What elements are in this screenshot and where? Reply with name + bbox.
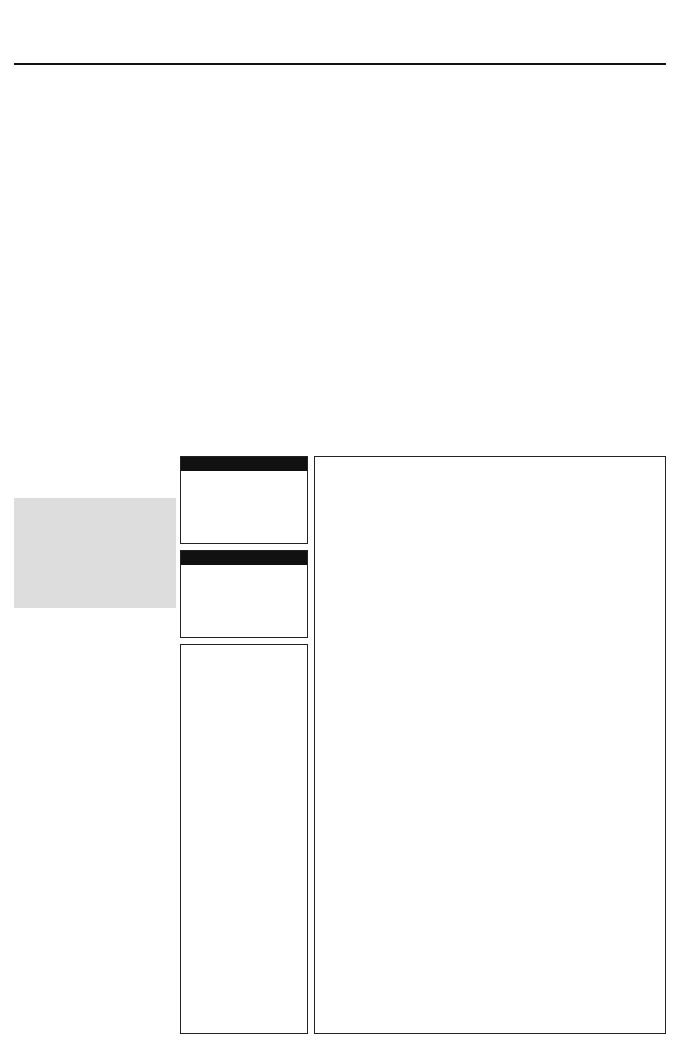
story-body [270,314,500,444]
story-photo [14,498,176,608]
story-6 [14,454,176,1034]
story-body [278,124,666,249]
story-1 [14,72,269,282]
notice-heading-bar [181,457,307,471]
notice-1 [180,456,308,544]
notice-body [185,475,303,541]
story-body [506,304,666,444]
story-3 [14,286,269,436]
masthead-rule [14,63,666,65]
story-4 [270,258,500,448]
classified-text [319,461,661,1029]
story-body [14,620,176,1030]
classified-column-right [314,456,666,1034]
classified-column-left [180,644,308,1034]
story-body [14,340,269,434]
masthead [14,30,666,62]
story-2 [278,72,666,252]
story-body [14,200,269,280]
notice-body [185,569,303,635]
classified-text [185,649,303,1029]
story-5 [506,258,666,448]
notice-2 [180,550,308,638]
notice-heading-bar [181,551,307,565]
